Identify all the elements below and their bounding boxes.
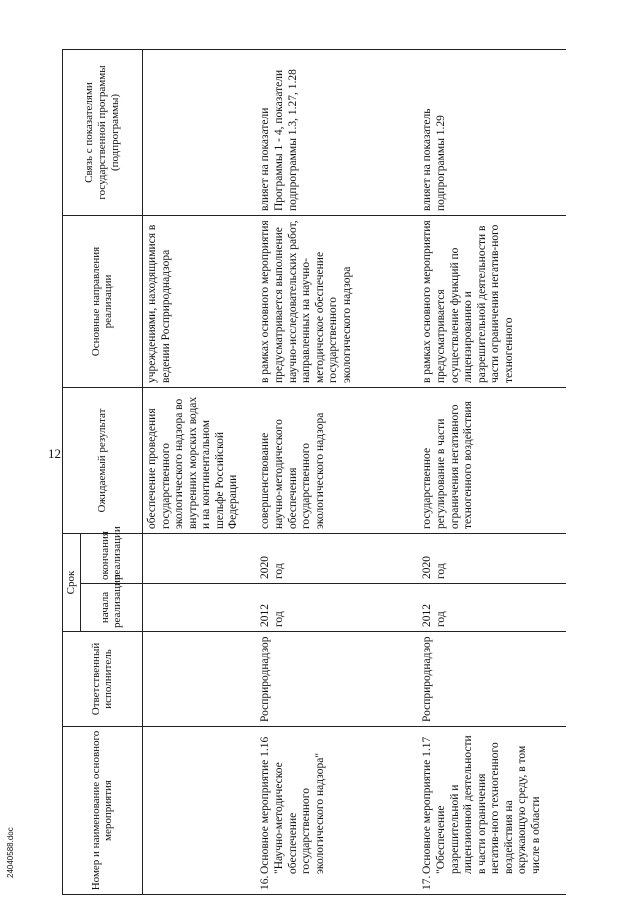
cell-end: 2020 год [418,534,566,584]
cell-result: государственное регулирование в части ограничения негативного техногенного воздействия [418,388,566,534]
cell-link: влияет на показатель подпрограммы 1.29 [418,50,566,216]
header-end: окончания реализации [80,534,142,584]
header-start: начала реализации [80,584,142,632]
cell-empty [142,534,256,584]
cell-start: 2012 год [418,584,566,632]
cell-result: совершенствование научно-методического обеспечения государственного экологического надзора [256,388,418,534]
rotated-table-container [62,50,570,895]
header-link: Связь с показателями государственной программы (подпрограммы) [63,50,143,216]
header-term: Срок [63,534,81,632]
row-number: 16. [259,875,272,890]
cell-directions: в рамках основного мероприятия предусматривается осуществление функций по лицензированию и разрешительной деятельности в части ограничения негатив-ного техногенного [418,216,566,388]
cell-executor: Росприроднадзор [256,632,418,727]
header-directions: Основные направления реализации [63,216,143,388]
header-result: Ожидаемый результат [63,388,143,534]
footer-filename: 24040588.doc [6,827,15,878]
cell-empty [142,50,256,216]
measures-table [62,49,566,895]
table-row [418,50,566,895]
row-name: Основное мероприятие 1.16 "Научно-методическое обеспечение государственного экологического надзора" [259,736,326,874]
table-row-continuation [142,50,256,895]
header-number-name: Номер и наименование основного мероприятия [63,727,143,895]
row-number: 17. [421,875,434,890]
cell-empty [142,584,256,632]
cell-directions: учреждениями, находящимися в ведении Росприроднадзора [142,216,256,388]
cell-end: 2020 год [256,534,418,584]
page-number: 12 [48,446,61,461]
cell-directions: в рамках основного мероприятия предусматривается выполнение научно-исследовательских работ, направленных на научно-методическое обеспечение государственного экологического надзора [256,216,418,388]
cell-link: влияет на показатели Программы 1 - 4, показатели подпрограммы 1.3, 1.27, 1.28 [256,50,418,216]
row-name: Основное мероприятие 1.17 "Обеспечение разрешительной и лицензионной деятельности в части ограничения негатив-ного техногенного воздействия на окружающую среду, в том числе в области [421,735,542,874]
cell-empty [142,632,256,727]
header-executor: Ответственный исполнитель [63,632,143,727]
cell-number-name [256,727,418,895]
cell-executor: Росприроднадзор [418,632,566,727]
cell-start: 2012 год [256,584,418,632]
cell-empty [142,727,256,895]
cell-result: обеспечение проведения государственного экологического надзора во внутренних морских водах и на континентальном шельфе Российской Федерации [142,388,256,534]
cell-number-name [418,727,566,895]
table-row [256,50,418,895]
